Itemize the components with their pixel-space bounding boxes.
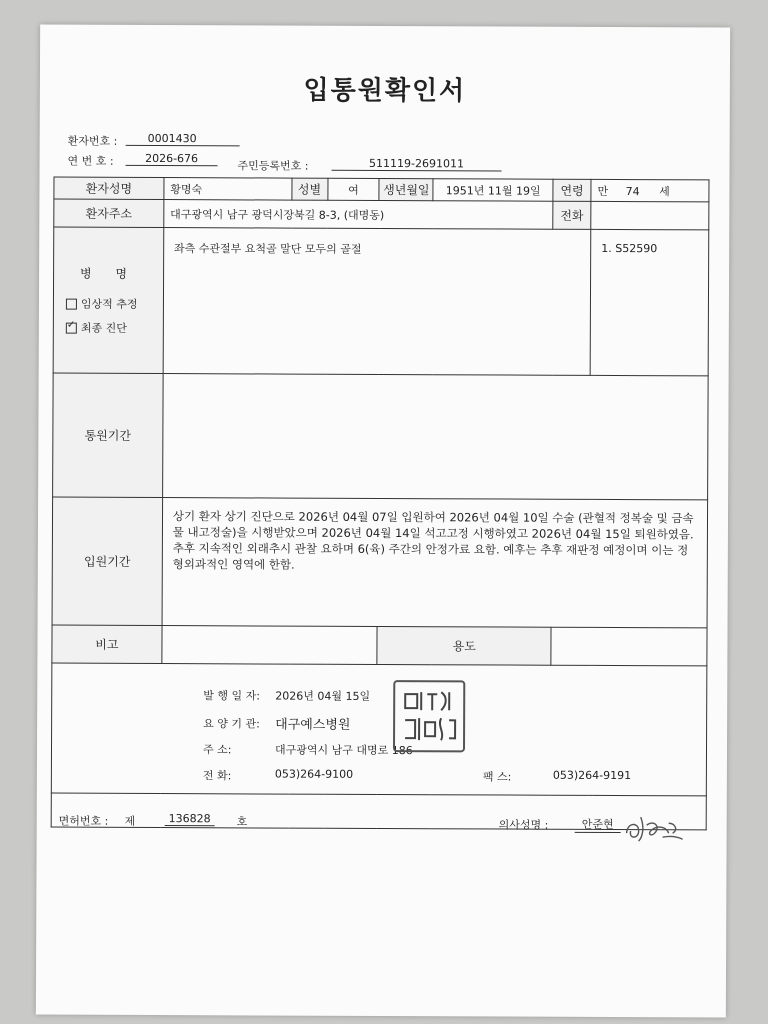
- name-value: 황명숙: [164, 178, 292, 201]
- clinical-label: 임상적 추정: [80, 297, 138, 311]
- doctor-name: 안준현: [575, 816, 621, 833]
- seal-glyph-icon: [399, 686, 459, 746]
- age-prefix: 만: [597, 184, 609, 198]
- hospital-fax: 053)264-9191: [552, 768, 632, 783]
- diagnosis-label-cell: [53, 227, 163, 373]
- hospital-addr-label: 주 소:: [202, 743, 232, 757]
- issue-date-value: 2026년 04월 15일: [275, 689, 371, 703]
- hospital-label: 요 양 기 관:: [203, 717, 260, 731]
- patient-no-label: 환자번호 :: [67, 134, 118, 148]
- dob-label: 생년월일: [379, 178, 433, 200]
- rrn-label: 주민등록번호 :: [237, 159, 309, 173]
- inpatient-label: 입원기간: [52, 497, 162, 625]
- license-suffix: 호: [236, 815, 248, 829]
- license-number: 136828: [165, 812, 215, 826]
- sex-value: 여: [327, 178, 379, 200]
- license-prefix: 제: [124, 814, 136, 828]
- outpatient-label: 통원기간: [53, 373, 163, 497]
- clinical-checkbox-row: [66, 296, 163, 312]
- hospital-addr: 대구광역시 남구 대명로 186: [274, 743, 413, 758]
- address-value: 대구광역시 남구 광덕시장북길 8-3, (대명동): [164, 200, 553, 230]
- serial-value: 2026-676: [126, 152, 218, 166]
- age-number: 74: [625, 184, 640, 198]
- hospital-fax-label: 팩 스:: [482, 770, 512, 784]
- hospital-tel-label: 전 화:: [202, 769, 232, 783]
- patient-no-value: 0001430: [126, 132, 240, 146]
- final-checkbox: [66, 322, 77, 333]
- hospital-tel: 053)264-9100: [274, 767, 354, 781]
- remarks-value: [162, 626, 378, 665]
- purpose-value: [551, 627, 707, 666]
- purpose-label: 용도: [377, 626, 551, 665]
- serial-label: 연 번 호 :: [67, 154, 114, 168]
- name-label: 환자성명: [54, 177, 164, 199]
- hospital-seal: [393, 680, 465, 752]
- age-value: [591, 179, 709, 202]
- doctor-signature-icon: [619, 807, 689, 847]
- rrn-value: 511119-2691011: [332, 157, 502, 172]
- diagnosis-head: 병 명: [79, 266, 138, 281]
- age-label: 연령: [553, 179, 591, 201]
- hospital-name: 대구예스병원: [275, 717, 351, 733]
- phone-value: [591, 201, 709, 230]
- dob-value: 1951년 11월 19일: [433, 179, 553, 202]
- outpatient-value: [162, 374, 708, 500]
- document-title: 입통원확인서: [303, 75, 467, 107]
- address-label: 환자주소: [54, 199, 164, 227]
- sex-label: 성별: [291, 178, 327, 200]
- diagnosis-text: 좌측 수관절부 요척골 말단 모두의 골절: [163, 228, 591, 376]
- phone-label: 전화: [553, 201, 591, 229]
- final-label: 최종 진단: [80, 321, 127, 335]
- age-suffix: 세: [659, 184, 670, 198]
- inpatient-text: 상기 환자 상기 진단으로 2026년 04월 07일 입원하여 2026년 04월 10일 수술 (관혈적 정복술 및 금속물 내고정술)을 시행받았으며 2026년 04월 14일 석고고정 시행하였고 2026년 04월 15일 퇴원하였음. 추후 지속적인 외래추시 관찰 요하며 6(육) 주간의 안정가료 요함. 예후는 추후 재판정 예정이며 이는 정형외과적인 영역에 한함.: [162, 498, 708, 628]
- info-table: [51, 177, 710, 831]
- final-checkbox-row: [66, 320, 163, 336]
- clinical-checkbox: [66, 298, 77, 309]
- document-paper: [36, 24, 730, 1017]
- issue-date-label: 발 행 일 자:: [203, 689, 260, 703]
- diagnosis-code: 1. S52590: [590, 229, 709, 376]
- license-label: 면허번호 :: [58, 814, 109, 828]
- remarks-label: 비고: [52, 625, 162, 663]
- doctor-label: 의사성명 :: [498, 818, 549, 832]
